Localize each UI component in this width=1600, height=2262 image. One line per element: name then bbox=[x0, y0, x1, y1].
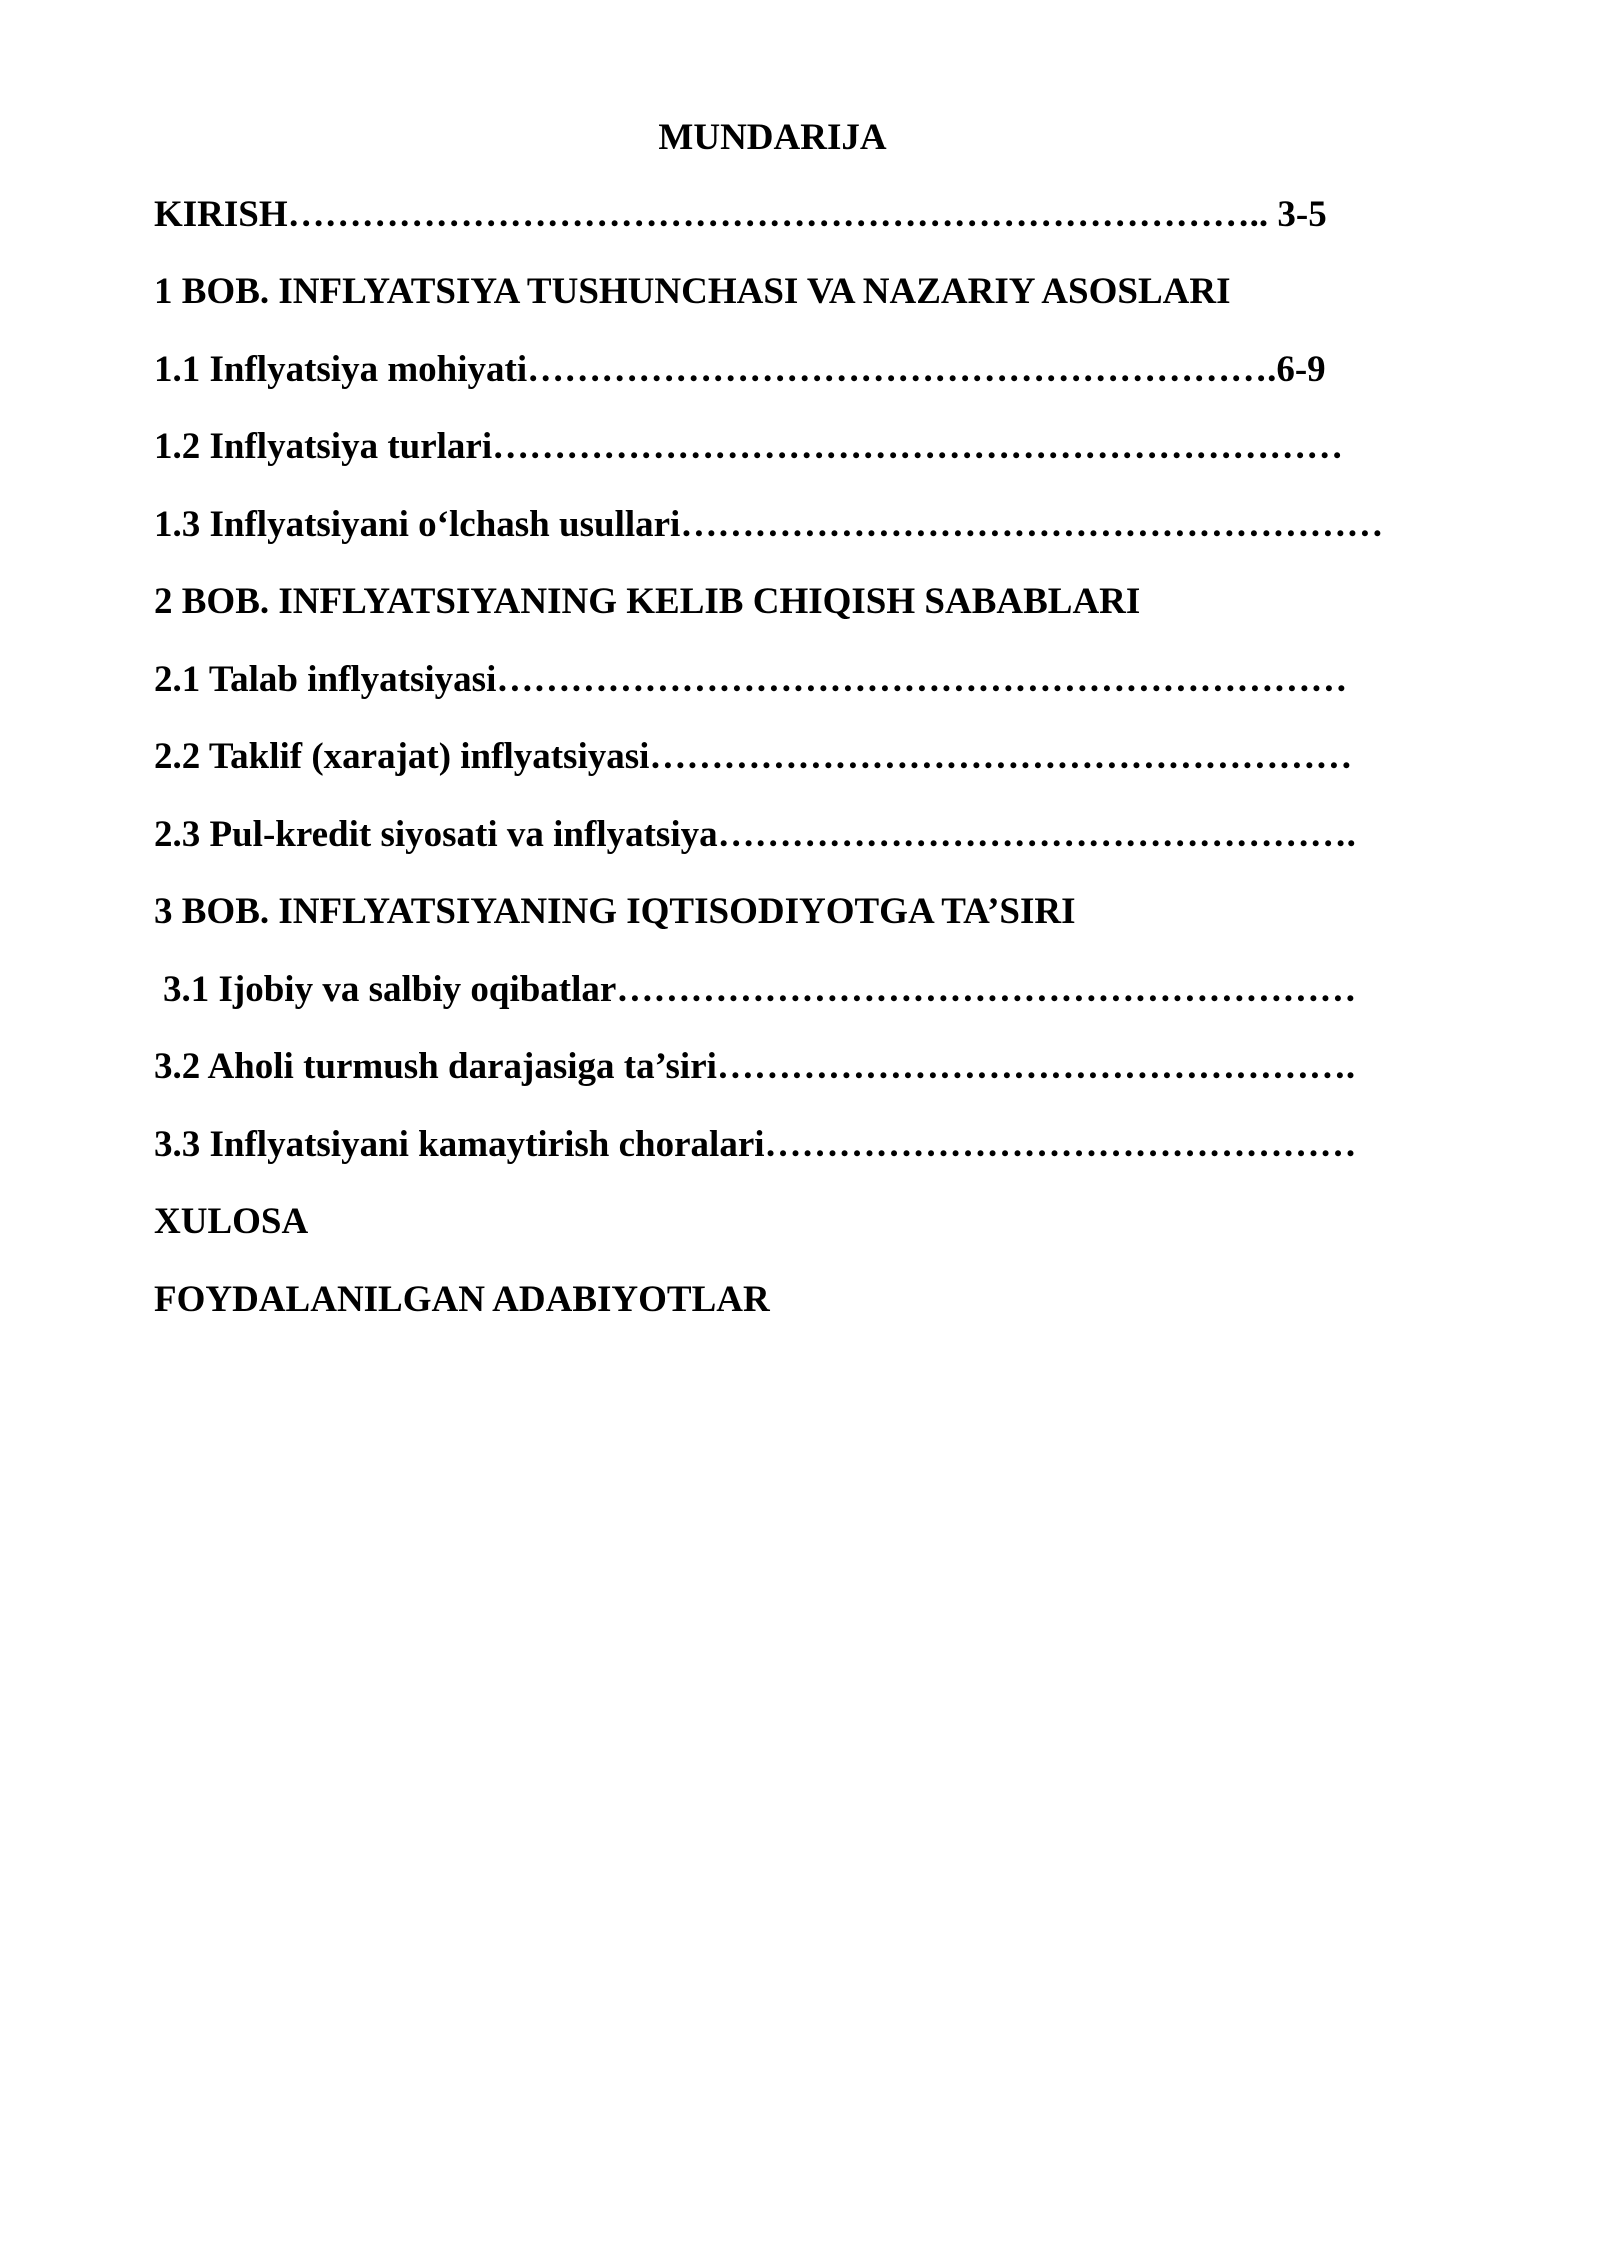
toc-entry-2-3: 2.3 Pul-kredit siyosati va inflyatsiya……………………………………………. bbox=[154, 814, 1356, 855]
toc-entry-xulosa: XULOSA bbox=[154, 1201, 309, 1242]
toc-entry-3-2: 3.2 Aholi turmush darajasiga ta’siri……………………………………………. bbox=[154, 1046, 1356, 1087]
toc-entry-1-3: 1.3 Inflyatsiyani o‘lchash usullari………………………………………………… bbox=[154, 504, 1384, 545]
toc-entry-1-2: 1.2 Inflyatsiya turlari…………………………………………………………… bbox=[154, 426, 1344, 467]
toc-entry-2-2: 2.2 Taklif (xarajat) inflyatsiyasi………………………………………………… bbox=[154, 736, 1353, 777]
toc-entry-bibliography: FOYDALANILGAN ADABIYOTLAR bbox=[154, 1279, 770, 1320]
toc-entry-2-1: 2.1 Talab inflyatsiyasi…………………………………………………………… bbox=[154, 659, 1348, 700]
toc-title: MUNDARIJA bbox=[658, 117, 887, 158]
toc-entry-kirish: KIRISH…………………………………………………………………….. 3-5 bbox=[154, 194, 1327, 235]
toc-entry-3-1: 3.1 Ijobiy va salbiy oqibatlar…………………………………………………… bbox=[163, 969, 1357, 1010]
toc-chapter-2: 2 BOB. INFLYATSIYANING KELIB CHIQISH SABABLARI bbox=[154, 581, 1141, 622]
toc-chapter-1: 1 BOB. INFLYATSIYA TUSHUNCHASI VA NAZARIY ASOSLARI bbox=[154, 271, 1231, 312]
toc-entry-1-1: 1.1 Inflyatsiya mohiyati…………………………………………………….6-9 bbox=[154, 349, 1326, 390]
toc-chapter-3: 3 BOB. INFLYATSIYANING IQTISODIYOTGA TA’SIRI bbox=[154, 891, 1076, 932]
toc-entry-3-3: 3.3 Inflyatsiyani kamaytirish choralari………………………………………… bbox=[154, 1124, 1357, 1165]
